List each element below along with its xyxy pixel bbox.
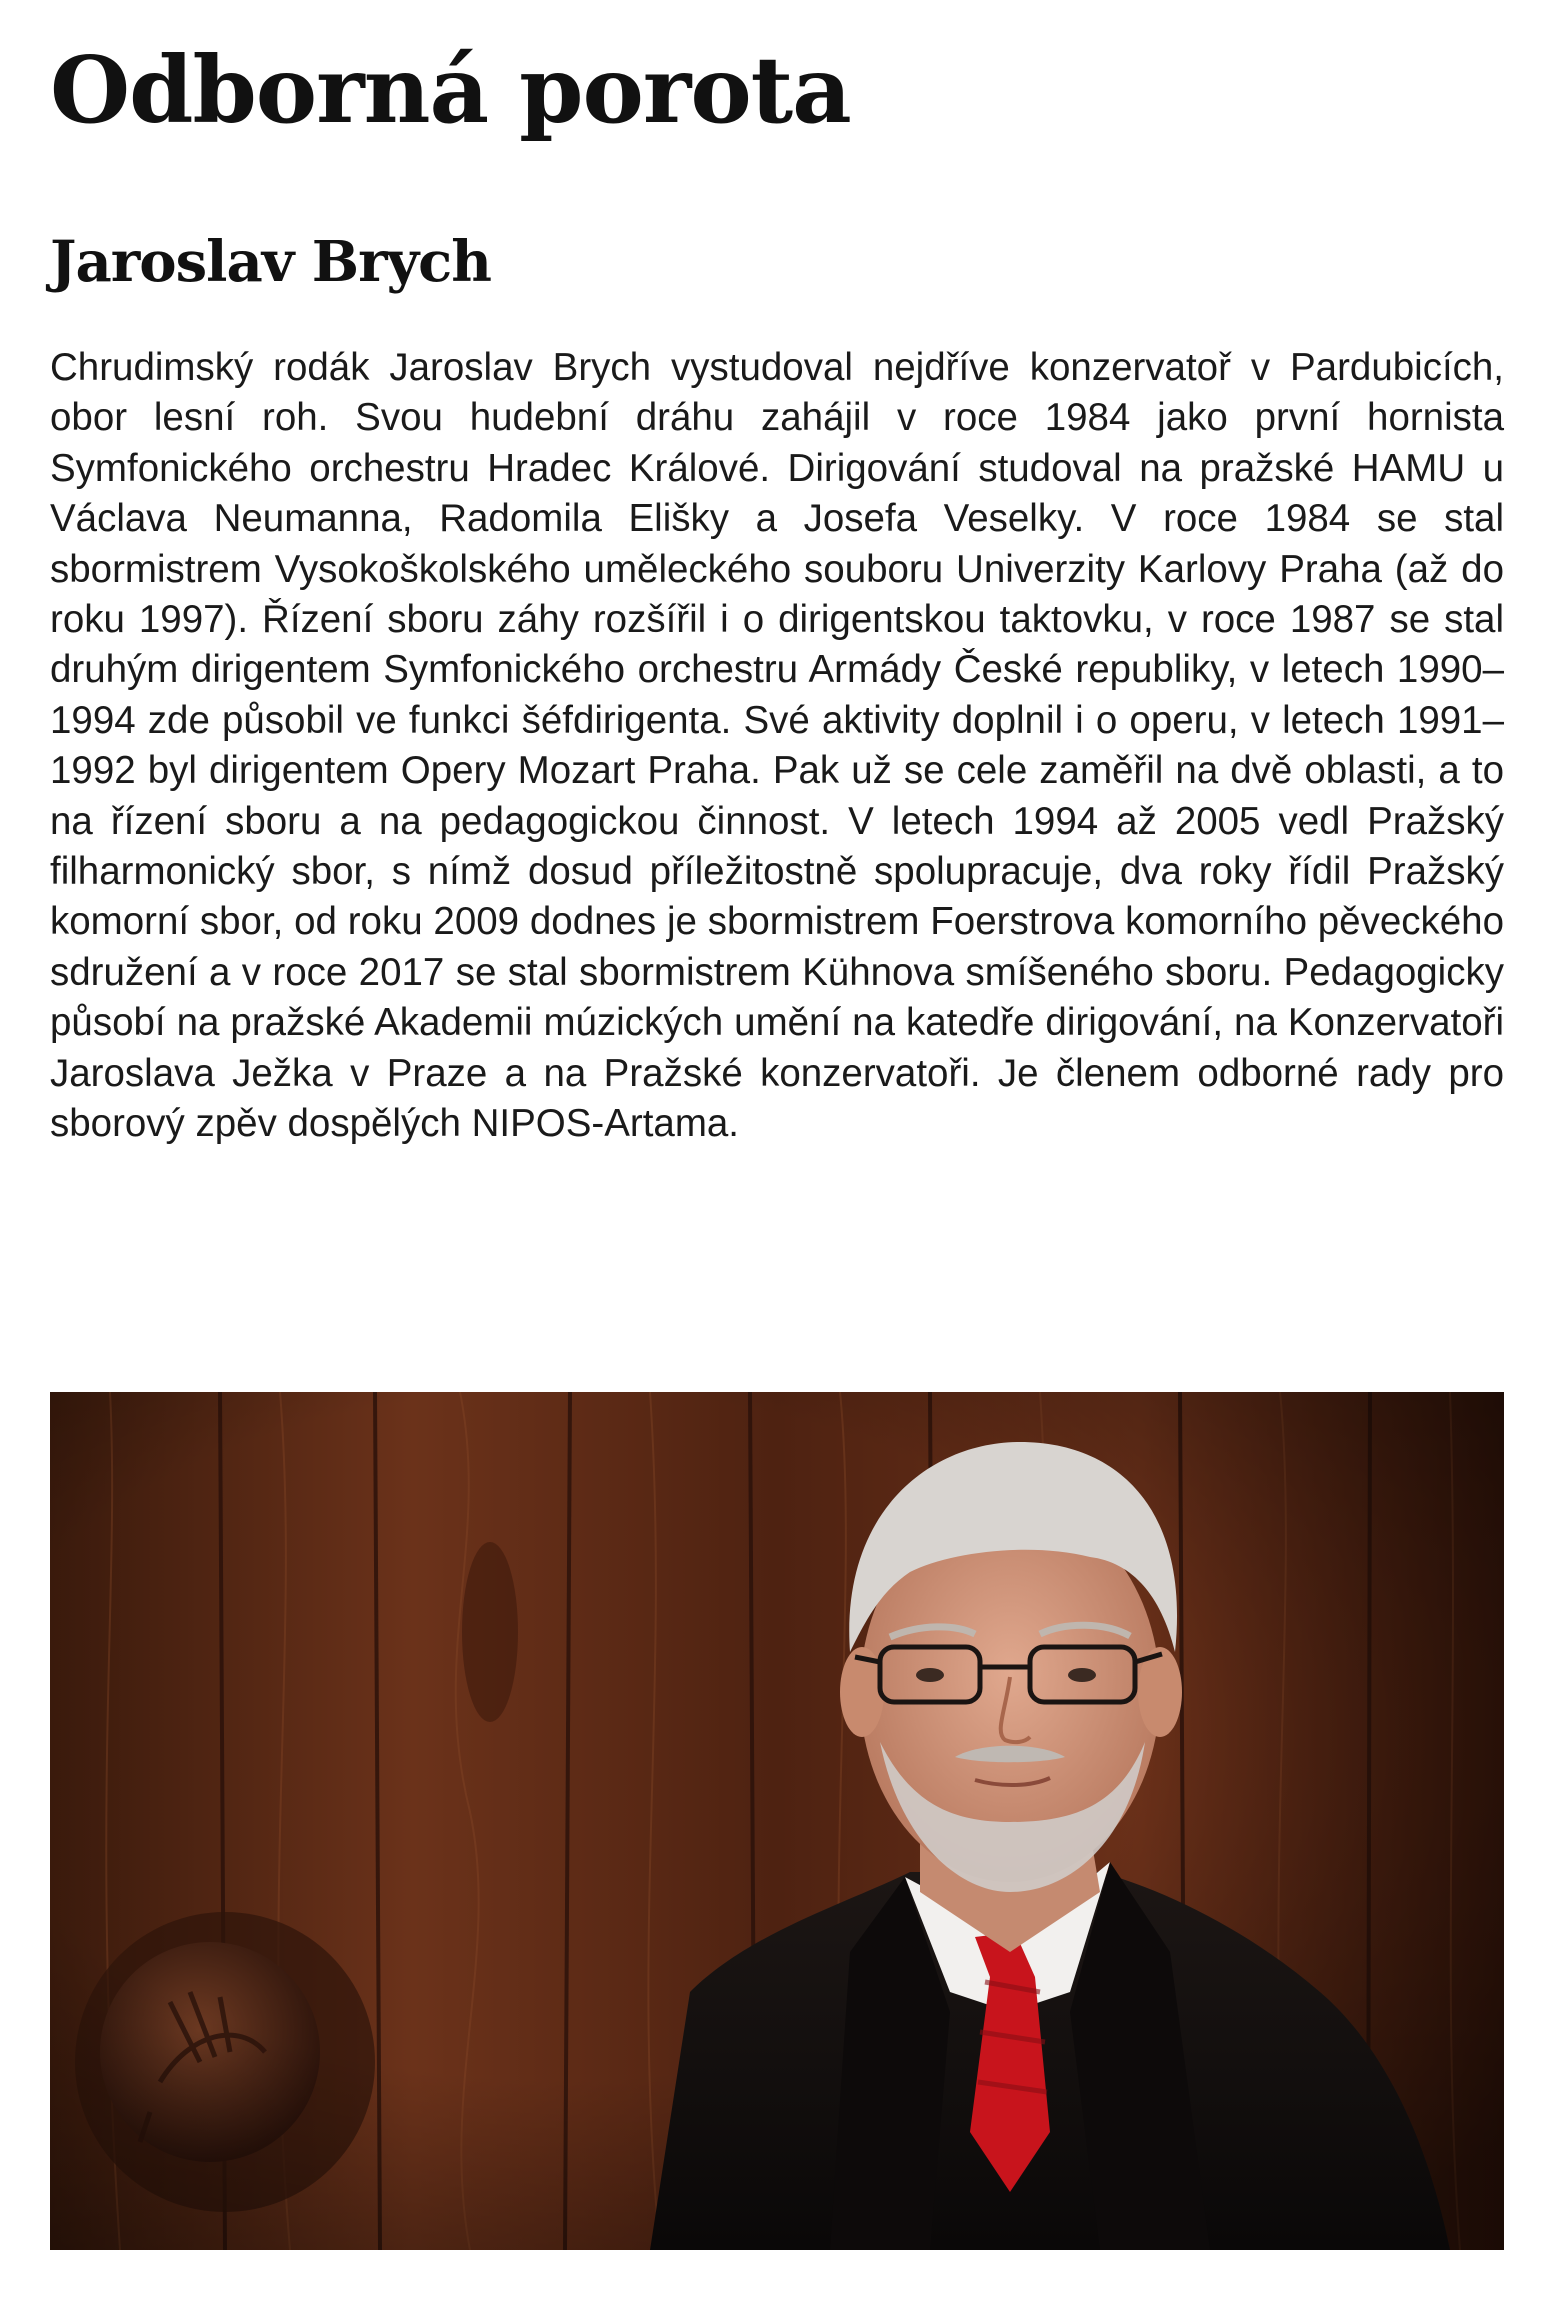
right-eye	[1068, 1668, 1096, 1682]
portrait-illustration	[50, 1392, 1504, 2250]
juror-bio: Chrudimský rodák Jaroslav Brych vystudoval nejdříve konzervatoř v Pardubicích, obor lesní roh. Svou hudební dráhu zahájil v roce 1984 jako první hornista Symfonického orchestru Hradec Králové. Dirigování studoval na pražské HAMU u Václava Neumanna, Radomila Elišky a Josefa Veselky. V roce 1984 se stal sbormistrem Vysokoškolského uměleckého souboru Univerzity Karlovy Praha (až do roku 1997). Řízení sboru záhy rozšířil i o dirigentskou taktovku, v roce 1987 se stal druhým dirigentem Symfonického orchestru Armády České republiky, v letech 1990–1994 zde působil ve funkci šéfdirigenta. Své aktivity doplnil i o operu, v letech 1991–1992 byl dirigentem Opery Mozart Praha. Pak už se cele zaměřil na dvě oblasti, a to na řízení sboru a na pedagogickou činnost. V letech 1994 až 2005 vedl Pražský filharmonický sbor, s nímž dosud příležitostně spolupracuje, dva roky řídil Pražský komorní sbor, od roku 2009 dodnes je sbormistrem Foerstrova komorního pěveckého sdružení a v roce 2017 se stal sbormistrem Kühnova smíšeného sboru. Pedagogicky působí na pražské Akademii múzických umění na katedře dirigování, na Konzervatoři Jaroslava Ježka v Praze a na Pražské konzervatoři. Je členem odborné rady pro sborový zpěv dospělých NIPOS-Artama.	[50, 346, 1504, 1146]
page-title: Odborná porota	[50, 36, 851, 144]
left-eye	[916, 1668, 944, 1682]
juror-name: Jaroslav Brych	[50, 229, 491, 295]
juror-portrait-photo	[50, 1392, 1504, 2250]
